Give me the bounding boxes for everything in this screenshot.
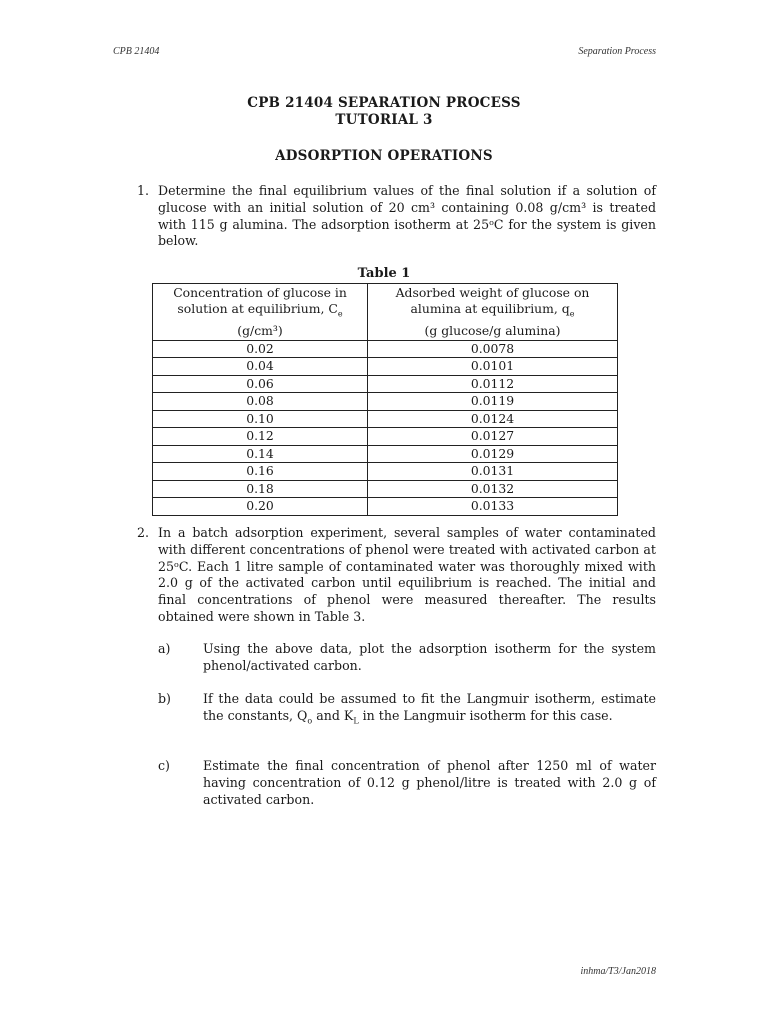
k-subscript: L (353, 716, 359, 726)
table-cell: 0.0119 (368, 393, 618, 411)
table-cell: 0.0112 (368, 375, 618, 393)
table-row (153, 463, 618, 481)
table-row (153, 480, 618, 498)
col2-subscript: e (569, 309, 575, 319)
subquestion-c-text: Estimate the final concentration of phenol after 1250 ml of water having concentration of 0.12 g phenol/litre is treated with 2.0 g of activated carbon. (203, 758, 656, 807)
col1-subscript: e (337, 309, 343, 319)
table-cell: 0.02 (153, 340, 368, 358)
subquestion-a-text: Using the above data, plot the adsorption isotherm for the system phenol/activated carbon. (203, 641, 656, 673)
doc-subtitle: TUTORIAL 3 (335, 112, 433, 128)
table-cell: 0.12 (153, 428, 368, 446)
subquestion-b-text (203, 691, 656, 730)
table-cell: 0.16 (153, 463, 368, 481)
subquestion-b-part2: and K (312, 707, 354, 723)
table-cell: 0.0124 (368, 410, 618, 428)
subquestion-b-part1: If the data could be assumed to fit the Langmuir isotherm, estimate the constants, Q (203, 691, 656, 723)
col-header-concentration (153, 284, 368, 341)
header-subject: Separation Process (578, 46, 656, 57)
question-2-text: In a batch adsorption experiment, several samples of water contaminated with different concentrations of phenol were treated with activated carbon at 25ᵒC. Each 1 litre sample of contaminated water was thoroughly mixed with 2.0 g of the activated carbon until equilibrium is reached. The initial and final concentrations of phenol were measured thereafter. The results obtained were shown in Table 3. (158, 525, 656, 624)
table-row (153, 358, 618, 376)
col1-line3: (g/cm³) (237, 323, 283, 339)
table-cell: 0.0131 (368, 463, 618, 481)
subquestion-b-label: b) (158, 691, 171, 706)
table-cell: 0.10 (153, 410, 368, 428)
table-row (153, 410, 618, 428)
table-cell: 0.0132 (368, 480, 618, 498)
question-1-text: Determine the final equilibrium values of the final solution if a solution of glucose with an initial solution of 20 cm³ containing 0.08 g/cm³ is treated with 115 g alumina. The adsorption isotherm at 25ᵒC for the system is given below. (158, 183, 656, 249)
table-cell: 0.06 (153, 375, 368, 393)
subquestion-a-label: a) (158, 641, 171, 656)
section-title: ADSORPTION OPERATIONS (275, 148, 493, 164)
table-row (153, 445, 618, 463)
table-header-row (153, 284, 618, 341)
table-cell: 0.0078 (368, 340, 618, 358)
table-cell: 0.0129 (368, 445, 618, 463)
table-row (153, 375, 618, 393)
table-cell: 0.0133 (368, 498, 618, 516)
question-1-number: 1. (137, 183, 150, 198)
table-cell: 0.20 (153, 498, 368, 516)
col2-line2: alumina at equilibrium, q (410, 301, 570, 317)
col-header-adsorbed (368, 284, 618, 341)
col1-line1: Concentration of glucose in (173, 285, 347, 300)
table-cell: 0.18 (153, 480, 368, 498)
subquestion-c-label: c) (158, 758, 170, 773)
table-cell: 0.04 (153, 358, 368, 376)
table-row (153, 393, 618, 411)
subquestion-b-part3: in the Langmuir isotherm for this case. (358, 707, 613, 723)
q-subscript: o (307, 716, 313, 726)
table-row (153, 428, 618, 446)
col2-line1: Adsorbed weight of glucose on (395, 285, 590, 300)
table-row (153, 498, 618, 516)
question-2-number: 2. (137, 525, 150, 540)
doc-title: CPB 21404 SEPARATION PROCESS (247, 95, 521, 111)
isotherm-table (152, 283, 618, 516)
header-course-code: CPB 21404 (113, 46, 160, 57)
table-cell: 0.0101 (368, 358, 618, 376)
table-row (153, 340, 618, 358)
table-cell: 0.0127 (368, 428, 618, 446)
col2-line3: (g glucose/g alumina) (424, 323, 561, 339)
table-cell: 0.14 (153, 445, 368, 463)
table-caption: Table 1 (357, 266, 411, 281)
table-cell: 0.08 (153, 393, 368, 411)
footer-reference: inhma/T3/Jan2018 (580, 966, 656, 977)
col1-line2: solution at equilibrium, C (177, 301, 338, 317)
